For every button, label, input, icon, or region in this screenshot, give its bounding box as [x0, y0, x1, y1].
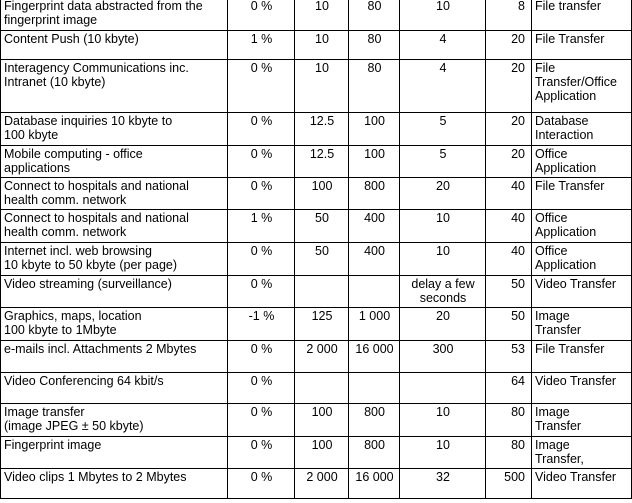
error-rate-cell: 0 %	[228, 469, 295, 499]
table-row	[1, 210, 632, 243]
priority-cell: 80	[486, 404, 532, 437]
priority-cell: 50	[486, 308, 532, 341]
service-cell: Interagency Communications inc. Intranet (10 kbyte)	[1, 60, 228, 113]
traffic-type-cell: Office Application	[532, 210, 632, 243]
service-cell: Connect to hospitals and national health comm. network	[1, 210, 228, 243]
rate-high-cell: 800	[349, 437, 400, 469]
priority-cell: 40	[486, 210, 532, 243]
service-cell: Fingerprint data abstracted from the fingerprint image	[1, 0, 228, 31]
service-cell: Image transfer (image JPEG ± 50 kbyte)	[1, 404, 228, 437]
rate-high-cell	[349, 276, 400, 308]
traffic-type-cell: Office Application	[532, 243, 632, 276]
error-rate-cell: 0 %	[228, 60, 295, 113]
delay-cell: 32	[400, 469, 486, 499]
rate-low-cell: 2 000	[295, 469, 349, 499]
traffic-type-cell: File Transfer/Office Application	[532, 60, 632, 113]
traffic-type-cell: Video Transfer	[532, 373, 632, 404]
error-rate-cell: 0 %	[228, 437, 295, 469]
traffic-type-cell: Office Application	[532, 146, 632, 178]
rate-high-cell: 80	[349, 60, 400, 113]
rate-low-cell: 50	[295, 243, 349, 276]
delay-cell: 20	[400, 178, 486, 210]
table-row	[1, 113, 632, 146]
table-row	[1, 178, 632, 210]
table-row	[1, 0, 632, 31]
table-row	[1, 373, 632, 404]
delay-cell	[400, 373, 486, 404]
traffic-type-cell: Image Transfer	[532, 404, 632, 437]
service-cell: Graphics, maps, location 100 kbyte to 1Mbyte	[1, 308, 228, 341]
service-cell: Fingerprint image	[1, 437, 228, 469]
table-row	[1, 308, 632, 341]
traffic-type-cell: Database Interaction	[532, 113, 632, 146]
rate-low-cell: 10	[295, 0, 349, 31]
rate-high-cell: 80	[349, 31, 400, 60]
delay-cell: 4	[400, 60, 486, 113]
rate-high-cell: 16 000	[349, 469, 400, 499]
priority-cell: 64	[486, 373, 532, 404]
delay-cell: 10	[400, 243, 486, 276]
error-rate-cell: 0 %	[228, 243, 295, 276]
table-row	[1, 146, 632, 178]
priority-cell: 20	[486, 146, 532, 178]
delay-cell: 20	[400, 308, 486, 341]
priority-cell: 80	[486, 437, 532, 469]
rate-low-cell: 125	[295, 308, 349, 341]
delay-cell: 300	[400, 341, 486, 373]
service-cell: Internet incl. web browsing 10 kbyte to 50 kbyte (per page)	[1, 243, 228, 276]
error-rate-cell: 0 %	[228, 178, 295, 210]
rate-low-cell	[295, 276, 349, 308]
rate-high-cell: 80	[349, 0, 400, 31]
rate-low-cell: 10	[295, 31, 349, 60]
rate-low-cell: 100	[295, 404, 349, 437]
table-row	[1, 437, 632, 469]
priority-cell: 20	[486, 31, 532, 60]
rate-low-cell: 100	[295, 178, 349, 210]
service-cell: e-mails incl. Attachments 2 Mbytes	[1, 341, 228, 373]
traffic-type-cell: File Transfer	[532, 31, 632, 60]
table-row	[1, 31, 632, 60]
delay-cell: 5	[400, 113, 486, 146]
table-row	[1, 404, 632, 437]
traffic-type-cell: File transfer	[532, 0, 632, 31]
rate-low-cell: 2 000	[295, 341, 349, 373]
rate-low-cell: 12.5	[295, 113, 349, 146]
delay-cell: 5	[400, 146, 486, 178]
delay-cell: 10	[400, 210, 486, 243]
error-rate-cell: 0 %	[228, 146, 295, 178]
error-rate-cell: 0 %	[228, 113, 295, 146]
priority-cell: 40	[486, 178, 532, 210]
priority-cell: 20	[486, 113, 532, 146]
rate-high-cell: 400	[349, 243, 400, 276]
rate-high-cell: 100	[349, 146, 400, 178]
service-cell: Video clips 1 Mbytes to 2 Mbytes	[1, 469, 228, 499]
service-cell: Connect to hospitals and national health comm. network	[1, 178, 228, 210]
traffic-type-cell: Video Transfer	[532, 469, 632, 499]
traffic-type-cell: File Transfer	[532, 178, 632, 210]
rate-low-cell	[295, 373, 349, 404]
priority-cell: 8	[486, 0, 532, 31]
table-row	[1, 60, 632, 113]
delay-cell: 10	[400, 437, 486, 469]
error-rate-cell: 0 %	[228, 0, 295, 31]
service-cell: Video Conferencing 64 kbit/s	[1, 373, 228, 404]
rate-high-cell: 400	[349, 210, 400, 243]
priority-cell: 53	[486, 341, 532, 373]
error-rate-cell: -1 %	[228, 308, 295, 341]
service-cell: Content Push (10 kbyte)	[1, 31, 228, 60]
rate-high-cell: 100	[349, 113, 400, 146]
delay-cell: delay a few seconds	[400, 276, 486, 308]
service-cell: Mobile computing - office applications	[1, 146, 228, 178]
table-row	[1, 469, 632, 499]
error-rate-cell: 0 %	[228, 341, 295, 373]
error-rate-cell: 1 %	[228, 210, 295, 243]
service-cell: Database inquiries 10 kbyte to 100 kbyte	[1, 113, 228, 146]
delay-cell: 10	[400, 0, 486, 31]
priority-cell: 20	[486, 60, 532, 113]
traffic-type-cell: File Transfer	[532, 341, 632, 373]
priority-cell: 40	[486, 243, 532, 276]
rate-high-cell: 16 000	[349, 341, 400, 373]
rate-high-cell: 800	[349, 404, 400, 437]
error-rate-cell: 0 %	[228, 373, 295, 404]
delay-cell: 4	[400, 31, 486, 60]
rate-high-cell	[349, 373, 400, 404]
error-rate-cell: 1 %	[228, 31, 295, 60]
table-row	[1, 243, 632, 276]
rate-high-cell: 1 000	[349, 308, 400, 341]
priority-cell: 500	[486, 469, 532, 499]
rate-low-cell: 100	[295, 437, 349, 469]
error-rate-cell: 0 %	[228, 276, 295, 308]
delay-cell: 10	[400, 404, 486, 437]
table-row	[1, 276, 632, 308]
error-rate-cell: 0 %	[228, 404, 295, 437]
traffic-type-cell: Image Transfer,	[532, 437, 632, 469]
rate-low-cell: 50	[295, 210, 349, 243]
traffic-type-cell: Image Transfer	[532, 308, 632, 341]
priority-cell: 50	[486, 276, 532, 308]
table-row	[1, 341, 632, 373]
service-cell: Video streaming (surveillance)	[1, 276, 228, 308]
rate-low-cell: 12.5	[295, 146, 349, 178]
traffic-type-cell: Video Transfer	[532, 276, 632, 308]
rate-low-cell: 10	[295, 60, 349, 113]
rate-high-cell: 800	[349, 178, 400, 210]
